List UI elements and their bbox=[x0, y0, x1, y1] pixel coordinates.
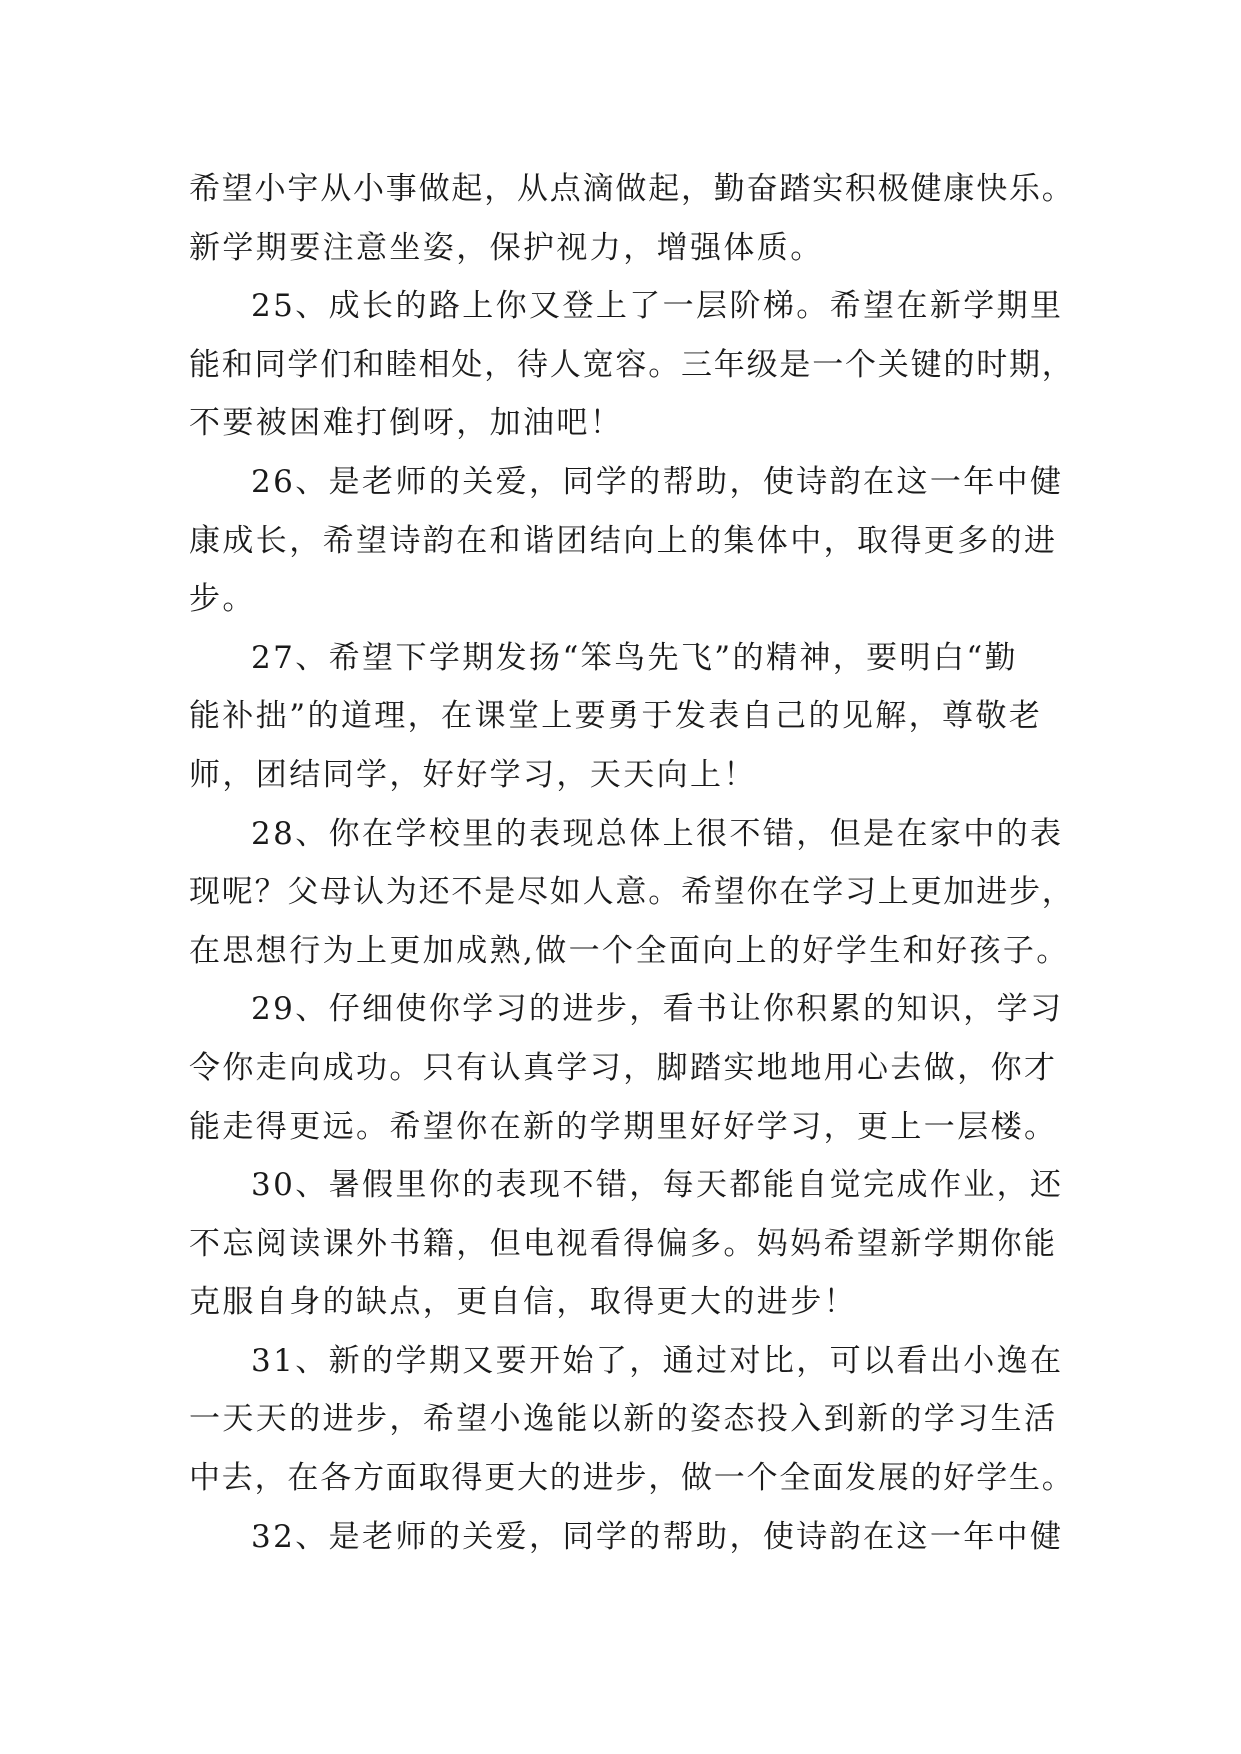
text-line: 步。 bbox=[189, 581, 256, 618]
text-line: 希望小宇从小事做起，从点滴做起，勤奋踏实积极健康快乐。 bbox=[189, 171, 1075, 207]
text-line: 现呢？父母认为还不是尽如人意。希望你在学习上更加进步， bbox=[189, 874, 1075, 911]
paragraph-start-25: 25、成长的路上你又登上了一层阶梯。希望在新学期里 bbox=[251, 288, 1064, 325]
text-line: 克服自身的缺点，更自信，取得更大的进步！ bbox=[189, 1284, 857, 1321]
paragraph-start-27: 27、希望下学期发扬“笨鸟先飞”的精神，要明白“勤 bbox=[251, 639, 1018, 676]
text-line: 不忘阅读课外书籍，但电视看得偏多。妈妈希望新学期你能 bbox=[189, 1225, 1058, 1262]
body-text bbox=[189, 160, 1079, 1566]
paragraph-start-31: 31、新的学期又要开始了，通过对比，可以看出小逸在 bbox=[251, 1342, 1064, 1379]
paragraph-start-32: 32、是老师的关爱，同学的帮助，使诗韵在这一年中健 bbox=[251, 1518, 1064, 1555]
text-line: 师，团结同学，好好学习，天天向上！ bbox=[189, 756, 757, 793]
text-line: 能补拙”的道理，在课堂上要勇于发表自己的见解，尊敬老 bbox=[189, 698, 1043, 735]
text-line: 中去，在各方面取得更大的进步，做一个全面发展的好学生。 bbox=[189, 1460, 1075, 1497]
text-line: 一天天的进步，希望小逸能以新的姿态投入到新的学习生活 bbox=[189, 1401, 1058, 1438]
text-line: 令你走向成功。只有认真学习，脚踏实地地用心去做，你才 bbox=[189, 1049, 1058, 1086]
text-line: 康成长，希望诗韵在和谐团结向上的集体中，取得更多的进 bbox=[189, 522, 1058, 559]
text-line: 在思想行为上更加成熟,做一个全面向上的好学生和好孩子。 bbox=[189, 932, 1070, 969]
paragraph-start-29: 29、仔细使你学习的进步，看书让你积累的知识，学习 bbox=[251, 991, 1064, 1028]
paragraph-start-26: 26、是老师的关爱，同学的帮助，使诗韵在这一年中健 bbox=[251, 463, 1064, 500]
text-line: 不要被困难打倒呀，加油吧！ bbox=[189, 405, 624, 442]
text-line: 能和同学们和睦相处，待人宽容。三年级是一个关键的时期， bbox=[189, 346, 1075, 383]
paragraph-start-28: 28、你在学校里的表现总体上很不错，但是在家中的表 bbox=[251, 815, 1064, 852]
paragraph-start-30: 30、暑假里你的表现不错，每天都能自觉完成作业，还 bbox=[251, 1167, 1064, 1204]
text-line: 新学期要注意坐姿，保护视力，增强体质。 bbox=[189, 229, 824, 266]
text-line: 能走得更远。希望你在新的学期里好好学习，更上一层楼。 bbox=[189, 1108, 1058, 1145]
